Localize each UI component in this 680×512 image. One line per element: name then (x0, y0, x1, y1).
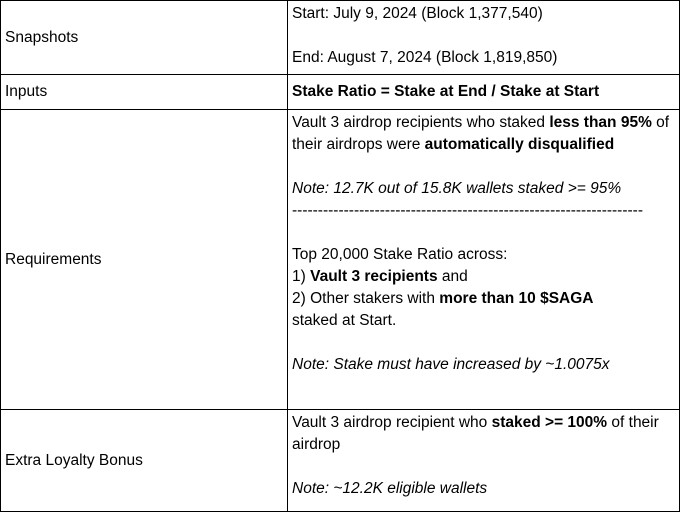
spacer (292, 156, 675, 178)
snapshots-value (288, 1, 680, 75)
item2-text: 2) Other stakers with (292, 290, 440, 307)
item1-num: 1) (292, 268, 311, 285)
snapshots-row (1, 1, 680, 75)
bonus-paragraph (292, 412, 675, 456)
spacer (292, 222, 675, 244)
bonus-text-c: of their airdrop (292, 414, 659, 453)
requirement-intro: Top 20,000 Stake Ratio across: (292, 246, 508, 263)
req1-bold-disqualified: automatically disqualified (424, 136, 615, 153)
item2-bold: more than 10 $SAGA (439, 290, 594, 307)
bonus-label: Extra Loyalty Bonus (1, 410, 288, 512)
spacer (292, 25, 675, 47)
req1-text-c: of their airdrops were (292, 114, 670, 153)
bonus-row (1, 410, 680, 512)
requirement-item-2-cont: staked at Start. (292, 312, 397, 329)
inputs-label: Inputs (1, 75, 288, 110)
requirements-value (288, 110, 680, 410)
bonus-note: Note: ~12.2K eligible wallets (292, 480, 488, 497)
requirement-note-2: Note: Stake must have increased by ~1.0075x (292, 356, 610, 373)
requirements-label: Requirements (1, 110, 288, 410)
bonus-value (288, 410, 680, 512)
bonus-text-a: Vault 3 airdrop recipient who (292, 414, 492, 431)
item1-bold: Vault 3 recipients (310, 268, 438, 285)
divider-line: -------------------------------------------------------------------- (292, 202, 643, 219)
spacer (292, 332, 675, 354)
req1-bold-threshold: less than 95% (549, 114, 652, 131)
inputs-value (288, 75, 680, 110)
snapshot-start: Start: July 9, 2024 (Block 1,377,540) (292, 5, 543, 22)
requirement-note-1: Note: 12.7K out of 15.8K wallets staked >= 95% (292, 180, 622, 197)
spacer (292, 456, 675, 478)
snapshots-label: Snapshots (1, 1, 288, 75)
requirement-paragraph-1 (292, 112, 675, 156)
requirements-row (1, 110, 680, 410)
snapshot-end: End: August 7, 2024 (Block 1,819,850) (292, 49, 558, 66)
req1-text-a: Vault 3 airdrop recipients who staked (292, 114, 550, 131)
requirement-item-2 (292, 288, 675, 310)
bonus-bold-threshold: staked >= 100% (491, 414, 608, 431)
item1-tail: and (437, 268, 468, 285)
inputs-row (1, 75, 680, 110)
stake-ratio-formula: Stake Ratio = Stake at End / Stake at Start (292, 83, 600, 100)
requirement-item-1 (292, 266, 675, 288)
